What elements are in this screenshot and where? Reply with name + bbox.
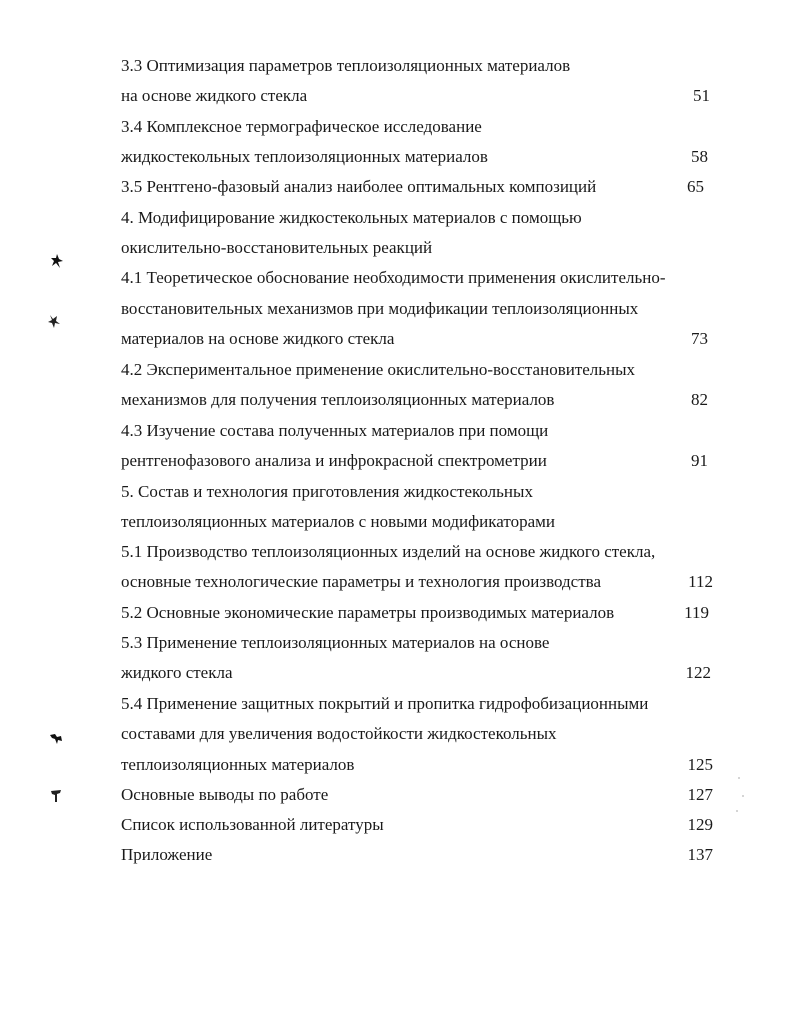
toc-line: 5.4 Применение защитных покрытий и пропитка гидрофобизационными	[121, 694, 649, 713]
toc-line: 5.3 Применение теплоизоляционных материалов на основе	[121, 633, 550, 652]
ink-blot-mark	[49, 788, 63, 804]
ink-blot-mark	[47, 313, 61, 329]
toc-line: Приложение	[121, 845, 213, 864]
toc-line: 3.3 Оптимизация параметров теплоизоляционных материалов	[121, 56, 571, 75]
toc-line: 4.2 Экспериментальное применение окислительно-восстановительных	[121, 360, 636, 379]
toc-page-number: 119	[684, 603, 709, 622]
toc-line: Список использованной литературы	[121, 815, 384, 834]
toc-line: окислительно-восстановительных реакций	[121, 238, 433, 257]
toc-page-number: 127	[687, 785, 713, 804]
toc-page-number: 112	[688, 572, 713, 591]
scan-speck	[738, 777, 740, 779]
toc-page-number: 91	[691, 451, 708, 470]
toc-line: 5.2 Основные экономические параметры производимых материалов	[121, 603, 615, 622]
scan-speck	[736, 810, 738, 812]
toc-page-number: 73	[691, 329, 708, 348]
toc-line: на основе жидкого стекла	[121, 86, 308, 105]
toc-line: составами для увеличения водостойкости жидкостекольных	[121, 724, 557, 743]
toc-page-number: 122	[685, 663, 711, 682]
toc-page-number: 137	[687, 845, 713, 864]
toc-line: жидкостекольных теплоизоляционных материалов	[121, 147, 488, 166]
scan-speck	[742, 795, 744, 797]
toc-page-number: 82	[691, 390, 708, 409]
ink-blot-mark	[49, 730, 63, 746]
toc-page-number: 125	[687, 755, 713, 774]
toc-line: жидкого стекла	[121, 663, 233, 682]
toc-line: теплоизоляционных материалов	[121, 755, 355, 774]
ink-blot-mark	[50, 253, 64, 269]
toc-page-number: 58	[691, 147, 708, 166]
toc-line: восстановительных механизмов при модификации теплоизоляционных	[121, 299, 639, 318]
toc-line: 5. Состав и технология приготовления жидкостекольных	[121, 482, 533, 501]
toc-line: 4. Модифицирование жидкостекольных материалов с помощью	[121, 208, 582, 227]
toc-line: Основные выводы по работе	[121, 785, 329, 804]
toc-line: 4.3 Изучение состава полученных материалов при помощи	[121, 421, 549, 440]
toc-page-number: 51	[693, 86, 710, 105]
toc-page-number: 129	[687, 815, 713, 834]
toc-line: теплоизоляционных материалов с новыми модификаторами	[121, 512, 555, 531]
toc-line: 4.1 Теоретическое обоснование необходимости применения окислительно-	[121, 268, 666, 287]
toc-line: основные технологические параметры и технология производства	[121, 572, 602, 591]
toc-line: 3.4 Комплексное термографическое исследование	[121, 117, 482, 136]
toc-page-number: 65	[687, 177, 704, 196]
toc-line: механизмов для получения теплоизоляционных материалов	[121, 390, 555, 409]
toc-line: рентгенофазового анализа и инфрокрасной спектрометрии	[121, 451, 547, 470]
toc-line: материалов на основе жидкого стекла	[121, 329, 395, 348]
toc-line: 5.1 Производство теплоизоляционных изделий на основе жидкого стекла,	[121, 542, 656, 561]
toc-line: 3.5 Рентгено-фазовый анализ наиболее оптимальных композиций	[121, 177, 597, 196]
